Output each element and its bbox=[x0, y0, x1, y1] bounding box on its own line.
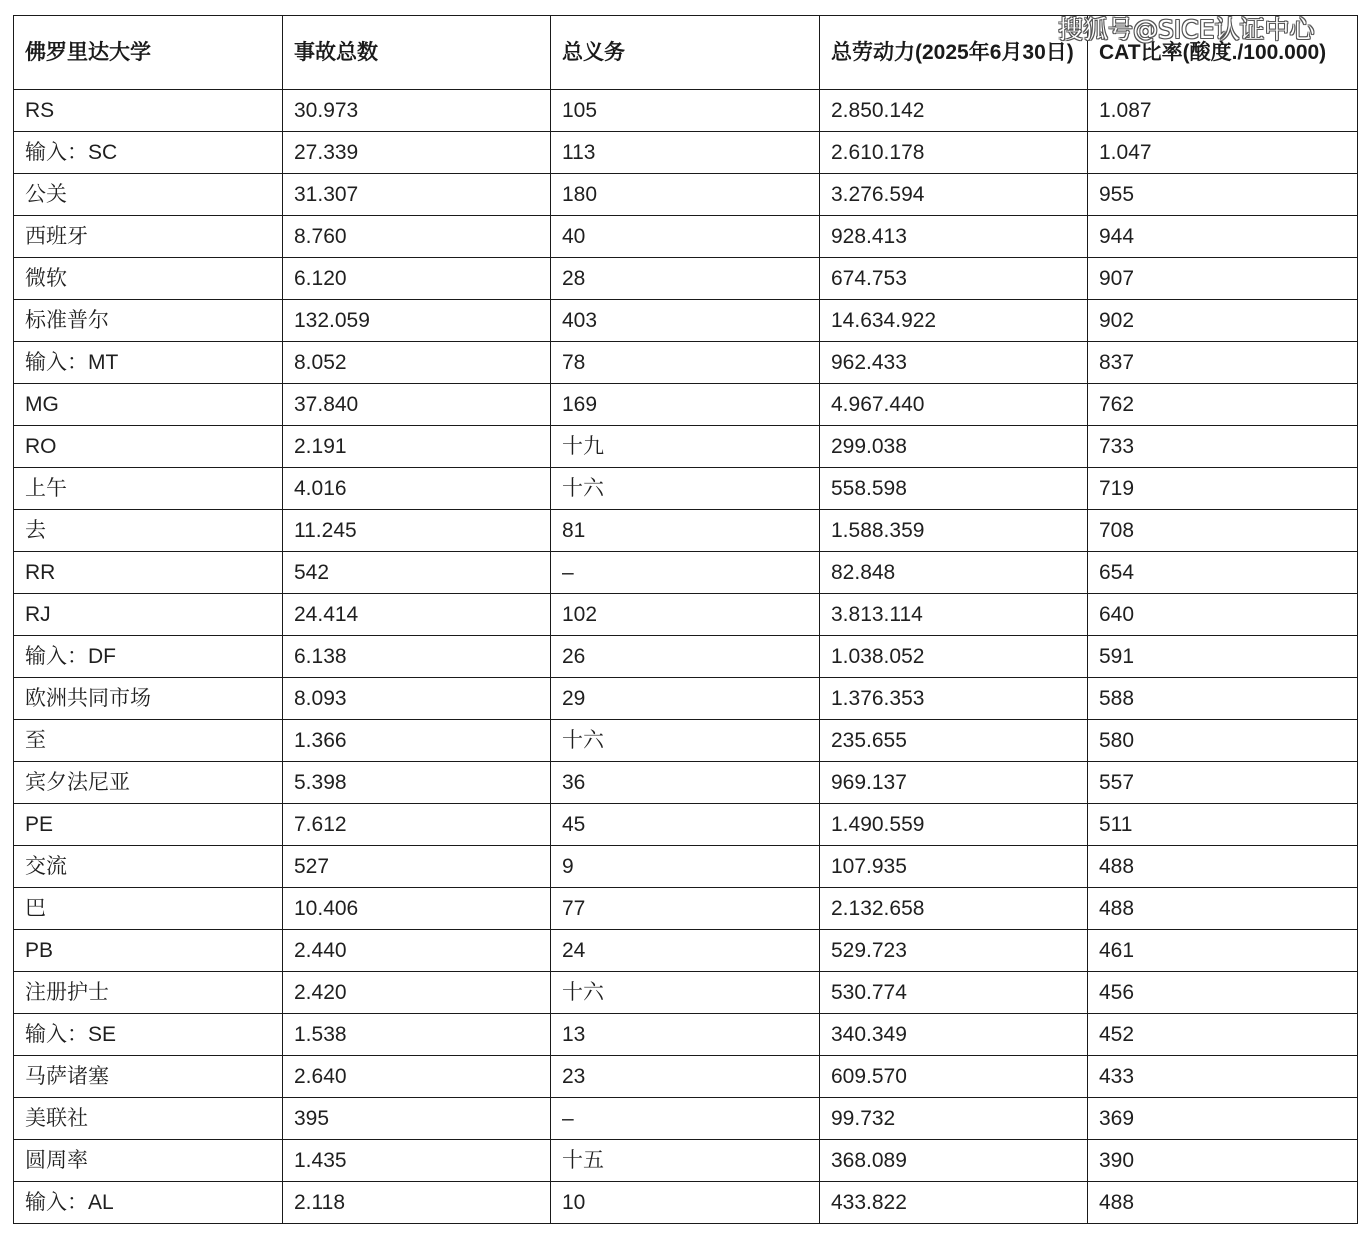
cell-total-obligations: 十六 bbox=[551, 468, 820, 510]
cell-state: RJ bbox=[14, 594, 283, 636]
cell-total-accidents: 7.612 bbox=[283, 804, 551, 846]
cell-total-workforce: 14.634.922 bbox=[820, 300, 1088, 342]
cell-total-workforce: 2.610.178 bbox=[820, 132, 1088, 174]
cell-state: 上午 bbox=[14, 468, 283, 510]
cell-total-obligations: 78 bbox=[551, 342, 820, 384]
table-body bbox=[14, 90, 1358, 1224]
cell-total-accidents: 31.307 bbox=[283, 174, 551, 216]
table-row bbox=[14, 468, 1358, 510]
header-total-obligations: 总义务 bbox=[551, 16, 820, 90]
cell-cat-rate: 452 bbox=[1088, 1014, 1358, 1056]
cell-total-accidents: 395 bbox=[283, 1098, 551, 1140]
cell-total-workforce: 340.349 bbox=[820, 1014, 1088, 1056]
cell-total-workforce: 433.822 bbox=[820, 1182, 1088, 1224]
table-row bbox=[14, 174, 1358, 216]
cell-total-obligations: 40 bbox=[551, 216, 820, 258]
cell-total-accidents: 8.093 bbox=[283, 678, 551, 720]
cell-cat-rate: 511 bbox=[1088, 804, 1358, 846]
cell-total-workforce: 368.089 bbox=[820, 1140, 1088, 1182]
cell-state: RR bbox=[14, 552, 283, 594]
cell-state: 输入：DF bbox=[14, 636, 283, 678]
table-row bbox=[14, 720, 1358, 762]
table-row bbox=[14, 594, 1358, 636]
cell-total-workforce: 82.848 bbox=[820, 552, 1088, 594]
cell-total-obligations: 29 bbox=[551, 678, 820, 720]
cell-cat-rate: 902 bbox=[1088, 300, 1358, 342]
cell-total-accidents: 542 bbox=[283, 552, 551, 594]
cell-total-obligations: 26 bbox=[551, 636, 820, 678]
cell-state: 西班牙 bbox=[14, 216, 283, 258]
cell-state: 欧洲共同市场 bbox=[14, 678, 283, 720]
table-row bbox=[14, 1056, 1358, 1098]
cell-total-accidents: 5.398 bbox=[283, 762, 551, 804]
table-header bbox=[14, 16, 1358, 90]
cell-cat-rate: 488 bbox=[1088, 846, 1358, 888]
cell-total-obligations: – bbox=[551, 1098, 820, 1140]
cell-total-accidents: 10.406 bbox=[283, 888, 551, 930]
cell-total-accidents: 2.118 bbox=[283, 1182, 551, 1224]
cell-total-workforce: 674.753 bbox=[820, 258, 1088, 300]
cell-total-obligations: 169 bbox=[551, 384, 820, 426]
table-row bbox=[14, 216, 1358, 258]
cell-total-workforce: 299.038 bbox=[820, 426, 1088, 468]
table-row bbox=[14, 930, 1358, 972]
watermark: 搜狐号@SICE认证中心 bbox=[1058, 15, 1315, 44]
table-row bbox=[14, 552, 1358, 594]
table-row bbox=[14, 1140, 1358, 1182]
cell-cat-rate: 837 bbox=[1088, 342, 1358, 384]
cell-total-obligations: 十九 bbox=[551, 426, 820, 468]
table-row bbox=[14, 678, 1358, 720]
cell-cat-rate: 1.087 bbox=[1088, 90, 1358, 132]
cell-cat-rate: 456 bbox=[1088, 972, 1358, 1014]
table-row bbox=[14, 804, 1358, 846]
cell-total-obligations: 105 bbox=[551, 90, 820, 132]
cell-total-obligations: 36 bbox=[551, 762, 820, 804]
table-row bbox=[14, 384, 1358, 426]
cell-total-accidents: 8.760 bbox=[283, 216, 551, 258]
cell-total-workforce: 3.813.114 bbox=[820, 594, 1088, 636]
cell-total-workforce: 962.433 bbox=[820, 342, 1088, 384]
cell-total-accidents: 1.366 bbox=[283, 720, 551, 762]
cell-state: 标准普尔 bbox=[14, 300, 283, 342]
cell-total-workforce: 1.588.359 bbox=[820, 510, 1088, 552]
cell-total-obligations: 十六 bbox=[551, 720, 820, 762]
table-row bbox=[14, 258, 1358, 300]
cell-total-workforce: 1.490.559 bbox=[820, 804, 1088, 846]
cell-state: RS bbox=[14, 90, 283, 132]
table-row bbox=[14, 132, 1358, 174]
cell-total-accidents: 6.120 bbox=[283, 258, 551, 300]
cell-cat-rate: 369 bbox=[1088, 1098, 1358, 1140]
cell-total-accidents: 2.420 bbox=[283, 972, 551, 1014]
cell-total-accidents: 30.973 bbox=[283, 90, 551, 132]
cell-total-accidents: 2.640 bbox=[283, 1056, 551, 1098]
cell-state: 输入：AL bbox=[14, 1182, 283, 1224]
cell-state: 马萨诸塞 bbox=[14, 1056, 283, 1098]
cell-total-accidents: 2.191 bbox=[283, 426, 551, 468]
cell-total-accidents: 2.440 bbox=[283, 930, 551, 972]
cell-total-obligations: 十五 bbox=[551, 1140, 820, 1182]
cell-total-workforce: 4.967.440 bbox=[820, 384, 1088, 426]
table-row bbox=[14, 972, 1358, 1014]
cell-total-accidents: 1.435 bbox=[283, 1140, 551, 1182]
table-row bbox=[14, 510, 1358, 552]
cell-total-accidents: 24.414 bbox=[283, 594, 551, 636]
cell-total-workforce: 558.598 bbox=[820, 468, 1088, 510]
table-row bbox=[14, 1014, 1358, 1056]
cell-total-obligations: 24 bbox=[551, 930, 820, 972]
cell-state: 宾夕法尼亚 bbox=[14, 762, 283, 804]
cell-cat-rate: 591 bbox=[1088, 636, 1358, 678]
table-row bbox=[14, 426, 1358, 468]
cell-total-workforce: 1.038.052 bbox=[820, 636, 1088, 678]
cell-total-obligations: – bbox=[551, 552, 820, 594]
header-total-workforce: 总劳动力(2025年6月30日) bbox=[820, 16, 1088, 90]
cell-total-accidents: 8.052 bbox=[283, 342, 551, 384]
cell-total-obligations: 403 bbox=[551, 300, 820, 342]
cell-total-obligations: 113 bbox=[551, 132, 820, 174]
cell-state: RO bbox=[14, 426, 283, 468]
cell-state: 输入：SE bbox=[14, 1014, 283, 1056]
cell-total-workforce: 1.376.353 bbox=[820, 678, 1088, 720]
cell-total-workforce: 928.413 bbox=[820, 216, 1088, 258]
cell-state: MG bbox=[14, 384, 283, 426]
cell-cat-rate: 557 bbox=[1088, 762, 1358, 804]
cell-total-obligations: 77 bbox=[551, 888, 820, 930]
cell-total-obligations: 28 bbox=[551, 258, 820, 300]
cell-cat-rate: 719 bbox=[1088, 468, 1358, 510]
table-row bbox=[14, 300, 1358, 342]
cell-state: PB bbox=[14, 930, 283, 972]
cell-total-accidents: 132.059 bbox=[283, 300, 551, 342]
cell-total-obligations: 81 bbox=[551, 510, 820, 552]
cell-cat-rate: 654 bbox=[1088, 552, 1358, 594]
cell-total-accidents: 11.245 bbox=[283, 510, 551, 552]
cell-total-obligations: 十六 bbox=[551, 972, 820, 1014]
cell-total-accidents: 6.138 bbox=[283, 636, 551, 678]
cell-cat-rate: 488 bbox=[1088, 888, 1358, 930]
table-row bbox=[14, 846, 1358, 888]
cell-state: 微软 bbox=[14, 258, 283, 300]
cell-state: 美联社 bbox=[14, 1098, 283, 1140]
header-total-accidents: 事故总数 bbox=[283, 16, 551, 90]
cell-total-obligations: 10 bbox=[551, 1182, 820, 1224]
cell-total-workforce: 99.732 bbox=[820, 1098, 1088, 1140]
cell-cat-rate: 588 bbox=[1088, 678, 1358, 720]
cell-total-workforce: 107.935 bbox=[820, 846, 1088, 888]
cell-cat-rate: 1.047 bbox=[1088, 132, 1358, 174]
header-cat-rate: CAT比率(酸度./100.000) bbox=[1088, 16, 1358, 90]
table-row bbox=[14, 762, 1358, 804]
cell-total-accidents: 37.840 bbox=[283, 384, 551, 426]
cell-total-obligations: 102 bbox=[551, 594, 820, 636]
cell-total-obligations: 23 bbox=[551, 1056, 820, 1098]
cell-total-workforce: 2.132.658 bbox=[820, 888, 1088, 930]
cell-state: 至 bbox=[14, 720, 283, 762]
header-state: 佛罗里达大学 bbox=[14, 16, 283, 90]
cell-total-accidents: 4.016 bbox=[283, 468, 551, 510]
cell-state: 输入：MT bbox=[14, 342, 283, 384]
cell-total-workforce: 2.850.142 bbox=[820, 90, 1088, 132]
cell-state: 交流 bbox=[14, 846, 283, 888]
cell-state: PE bbox=[14, 804, 283, 846]
table-row bbox=[14, 1182, 1358, 1224]
cell-cat-rate: 390 bbox=[1088, 1140, 1358, 1182]
cell-cat-rate: 955 bbox=[1088, 174, 1358, 216]
table-row bbox=[14, 888, 1358, 930]
cell-total-workforce: 235.655 bbox=[820, 720, 1088, 762]
table-row bbox=[14, 1098, 1358, 1140]
cell-total-obligations: 180 bbox=[551, 174, 820, 216]
header-row bbox=[14, 16, 1358, 90]
cell-total-obligations: 9 bbox=[551, 846, 820, 888]
cell-total-obligations: 45 bbox=[551, 804, 820, 846]
cell-state: 注册护士 bbox=[14, 972, 283, 1014]
cell-cat-rate: 762 bbox=[1088, 384, 1358, 426]
cell-cat-rate: 640 bbox=[1088, 594, 1358, 636]
cell-cat-rate: 907 bbox=[1088, 258, 1358, 300]
cell-total-workforce: 530.774 bbox=[820, 972, 1088, 1014]
cell-cat-rate: 433 bbox=[1088, 1056, 1358, 1098]
cell-cat-rate: 488 bbox=[1088, 1182, 1358, 1224]
table-row bbox=[14, 636, 1358, 678]
cell-state: 巴 bbox=[14, 888, 283, 930]
table-row bbox=[14, 90, 1358, 132]
cell-state: 输入：SC bbox=[14, 132, 283, 174]
data-table bbox=[13, 15, 1358, 1224]
table-row bbox=[14, 342, 1358, 384]
cell-total-accidents: 527 bbox=[283, 846, 551, 888]
cell-state: 去 bbox=[14, 510, 283, 552]
cell-cat-rate: 733 bbox=[1088, 426, 1358, 468]
cell-cat-rate: 708 bbox=[1088, 510, 1358, 552]
cell-cat-rate: 461 bbox=[1088, 930, 1358, 972]
cell-total-workforce: 529.723 bbox=[820, 930, 1088, 972]
cell-state: 公关 bbox=[14, 174, 283, 216]
cell-state: 圆周率 bbox=[14, 1140, 283, 1182]
cell-cat-rate: 944 bbox=[1088, 216, 1358, 258]
cell-total-workforce: 969.137 bbox=[820, 762, 1088, 804]
cell-total-accidents: 1.538 bbox=[283, 1014, 551, 1056]
cell-total-workforce: 3.276.594 bbox=[820, 174, 1088, 216]
cell-total-workforce: 609.570 bbox=[820, 1056, 1088, 1098]
cell-total-accidents: 27.339 bbox=[283, 132, 551, 174]
cell-total-obligations: 13 bbox=[551, 1014, 820, 1056]
cell-cat-rate: 580 bbox=[1088, 720, 1358, 762]
